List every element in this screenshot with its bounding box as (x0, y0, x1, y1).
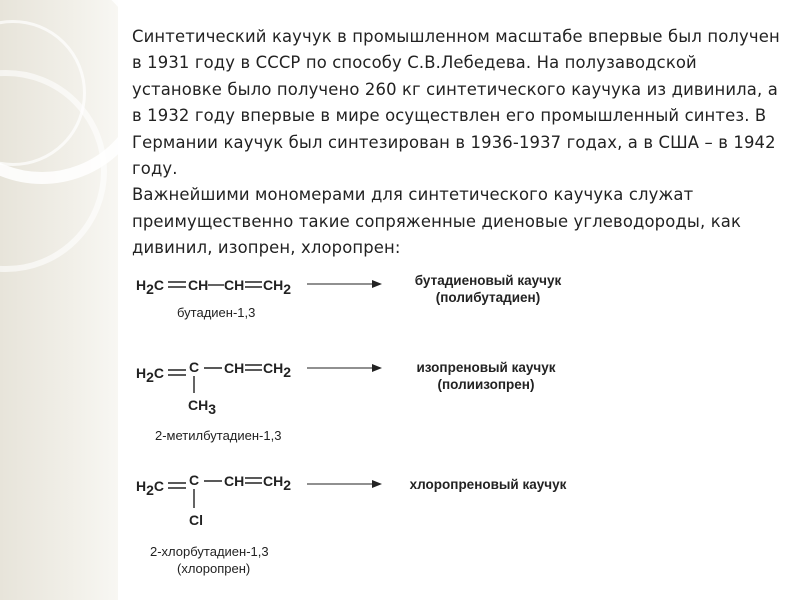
paragraph-history: Синтетический каучук в промышленном масштабе впервые был получен в 1931 году в СССР по способу С.В.Лебедева. На полузаводской установке было получено 260 кг синтетического каучука из дивинила, а в 1932 году впервые в мире осуществлен его промышленный синтез. В Германии каучук был синтезирован в 1936-1937 годах, а в США – в 1942 году. (132, 27, 780, 179)
reaction-chloroprene (136, 472, 382, 528)
product-isoprene-rubber: изопреновый каучук (полиизопрен) (416, 360, 556, 392)
reaction-butadiene (136, 277, 382, 297)
formula-ch: CH (188, 277, 209, 293)
formula-ch2: CH2 (263, 473, 292, 493)
substituent-methyl: CH3 (188, 397, 217, 417)
monomer-name: 2-хлорбутадиен-1,3 (150, 544, 269, 559)
reaction-arrow (372, 280, 382, 288)
reaction-isoprene (136, 359, 382, 417)
reaction-arrow (372, 364, 382, 372)
formula-h2c: H2C (136, 365, 165, 385)
substituent-chlorine: Cl (189, 512, 203, 528)
formula-ch: CH (224, 473, 245, 489)
formula-h2c: H2C (136, 478, 165, 498)
formula-c: C (189, 472, 200, 488)
formula-ch: CH (224, 360, 245, 376)
formula-ch: CH (224, 277, 245, 293)
reaction-arrow (372, 480, 382, 488)
formula-h2c: H2C (136, 277, 165, 297)
monomer-name: бутадиен-1,3 (177, 305, 256, 320)
formula-c: C (189, 359, 200, 375)
monomer-name-extra: (хлоропрен) (177, 561, 251, 576)
monomer-name: 2-метилбутадиен-1,3 (155, 428, 282, 443)
product-chloroprene-rubber: хлоропреновый каучук (409, 477, 567, 492)
formula-ch2: CH2 (263, 277, 292, 297)
paragraph-monomers: Важнейшими мономерами для синтетического каучука служат преимущественно такие сопряженные диеновые углеводороды, как дивинил, изопрен, хлоропрен: (132, 185, 741, 258)
formula-ch2: CH2 (263, 360, 292, 380)
product-butadiene-rubber: бутадиеновый каучук (полибутадиен) (414, 273, 562, 305)
